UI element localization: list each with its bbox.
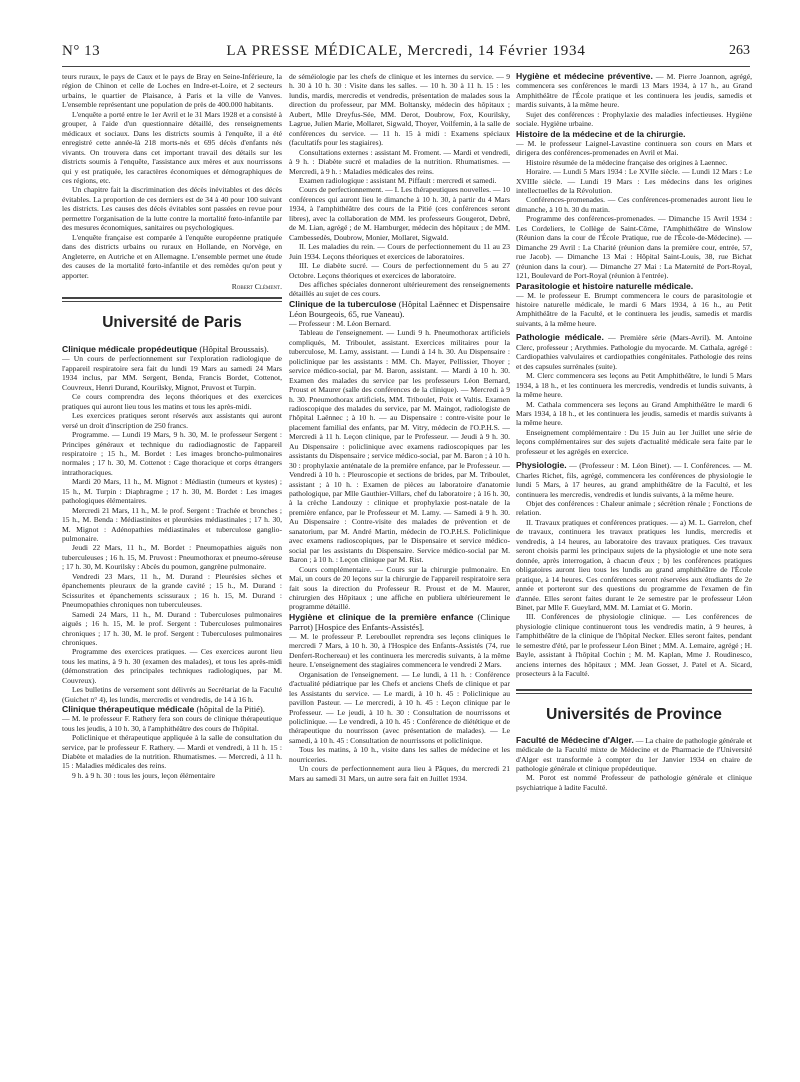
- paragraph: Cours complémentaire. — Cours sur la chirurgie pulmonaire. En Mai, un cours de 20 leçons sur la chirurgie de l'appareil respiratoire sera fait sous la direction du Professeur R. Proust et de M. Maurer, chirurgien des Hôpitaux ; une affiche en publiera ultérieurement le programme détaillé.: [289, 564, 510, 612]
- subsection-heading: Clinique médicale propédeutique (Hôpital Broussais).: [62, 344, 269, 355]
- paragraph: M. Cathala commencera ses leçons au Grand Amphithéâtre le mardi 6 Mars 1934, à 18 h., et les continuera les jeudis, samedis et mardis suivants à la même heure.: [516, 399, 752, 428]
- paragraph: Un chapitre fait la discrimination des décès inévitables et des décès évitables. La proportion de ces derniers est de 34 à 40 pour 100 suivant les districts. Les causes des décès évitables sont passées en revue pour permettre l'organisation de la lutte contre la mortalité fœto-infantile par des mesures économiques, sanitaires ou psychologiques.: [62, 185, 282, 233]
- paragraph: Tableau de l'enseignement. — Lundi 9 h. Pneumothorax artificiels compliqués, M. Triboulet, assistant. Exercices militaires pour la tuberculose, M. Lamy, assistant. — Lundi à 14 h. 30. Au Dispensaire : policlinique par les assistants : MM. Ch. Mayer, Pellissier, Thoyer ; service médico-social, par M. Baron, assistant. — Mardi à 10 h. 30. Examen des malades du service par les professeurs Léon Bernard, Proust et Maurer (salle des conférences de la clinique). — Mercredi à 9 h. 30. Pneumothorax artificiels, MM. Triboulet, Poix et Valtis. Examen radioscopique des malades du service, par M. Maingot, radiologiste de l'hôpital Laënnec ; à 10 h. — au Dispensaire : contre-visite pour le placement familial des enfants, par M. Vitry, médecin de l'O.P.H.S. — Mercredi à 11 h. Leçon clinique, par le Professeur. — Jeudi à 9 h. 30. Au Dispensaire : policlinique avec examens radioscopiques par les assistants du Dispensaire ; service médico-social, par M. Baron ; à 10 h. 30 : prophylaxie anténatale de la première enfance, par le Professeur. — Vendredi à 10 h. : Pleuroscopie et sections de brides, par M. Triboulet, assistant ; à 10 h. : Examen de pièces au laboratoire d'anatomie pathologique, par Mlle Gauthier-Villars, chef du laboratoire ; à 16 h. 30, à la crèche Landouzy : clinique et prophylaxie post-natale de la première enfance, par le Professeur et M. Lamy. — Samedi à 9 h. 30. Au Dispensaire : Contre-visite des malades de prévention et de sanatorium, par M. André Martin, médecin de l'O.P.H.S. Policlinique avec examens radioscopiques, par le Dispensaire et service médico-social par les assistants du Dispensaire. Service médico-social par M. Baron ; à 10 h. : Leçon clinique par M. Rist.: [289, 328, 510, 565]
- paragraph: L'enquête française est comparée à l'enquête européenne pratiquée dans des districts urbains ou ruraux en Hollande, en Norvège, en Angleterre, en Autriche et en Allemagne. L'ensemble permet une étude des causes de la mortalité fœto-infantile et des remèdes qu'on peut y apporter.: [62, 232, 282, 280]
- section-heading-university-paris: Université de Paris: [102, 314, 242, 332]
- subsection-heading: Clinique de la tuberculose (Hôpital Laënnec et Dispensaire Léon Bourgeois, 65, rue Vaneau).: [289, 298, 510, 319]
- issue-number: N° 13: [62, 43, 101, 59]
- paragraph: Mardi 20 Mars, 11 h., M. Mignot : Médiastin (tumeurs et kystes) ; 15 h., M. Turpin : Diaphragme ; 17 h. 30, M. Bordet : Les images pathologiques élémentaires.: [62, 477, 282, 506]
- header-rule: [62, 66, 750, 67]
- column-3: [516, 72, 752, 792]
- paragraph: II. Travaux pratiques et conférences pratiques. — a) M. L. Garrelon, chef de travaux, continuera les travaux pratiques les lundis, mercredis et vendredis, à 14 heures, au laboratoire des travaux pratiques. Ces travaux seront choisis parmi les principaux sujets de la physiologie et une note sera donnée, après interrogation, à chacun d'eux ; b) les conférences pratiques obligatoires auront lieu tous les lundis au grand amphithéâtre de l'École pratique, à 14 heures. Ces conférences seront réservées aux étudiants de 2e année et porteront sur des questions du programme de l'examen de fin d'année. Elles seront faites durant le 2e semestre par le professeur Léon Binet, par Mlle F. Gueylard, MM. M. Lamiat et G. Morin.: [516, 517, 752, 613]
- paragraph: Conférences-promenades. — Ces conférences-promenades auront lieu le dimanche, à 10 h. 30 du matin.: [516, 195, 752, 214]
- paragraph: Samedi 24 Mars, 11 h., M. Durand : Tuberculoses pulmonaires aiguës ; 16 h. 15, M. le prof. Sergent : Tuberculoses pulmonaires chroniques ; 17 h. 30, M. le prof. Sergent : Tuberculoses pulmonaires chroniques.: [62, 609, 282, 648]
- paragraph: Tous les matins, à 10 h., visite dans les salles de médecine et les nourriceries.: [289, 745, 510, 764]
- paragraph: Des affiches spéciales donneront ultérieurement des renseignements détaillés au sujet de ces cours.: [289, 279, 510, 299]
- paragraph: Sujet des conférences : Prophylaxie des maladies infectieuses. Hygiène sociale. Hygiène urbaine.: [516, 109, 752, 129]
- paragraph: Jeudi 22 Mars, 11 h., M. Bordet : Pneumopathies aiguës non tuberculeuses ; 16 h. 15, M. Pruvost : Pneumothorax et pneumo-séreuse ; 17 h. 30, M. Kourilsky : Abcès du poumon, gangrène pulmonaire.: [62, 543, 282, 572]
- paragraph: Physiologie. — (Professeur : M. Léon Binet). — I. Conférences. — M. Charles Richet, fils, agrégé, commencera les conférences de physiologie le lundi 5 Mars, à 17 heures, au grand amphithéâtre de la Faculté, et les continuera les mercredis, vendredis et lundis suivants, à la même heure.: [516, 460, 752, 499]
- paragraph: M. Porot est nommé Professeur de pathologie générale et clinique psychiatrique à ladite Faculté.: [516, 773, 752, 792]
- paragraph: Mercredi 21 Mars, 11 h., M. le prof. Sergent : Trachée et bronches ; 15 h., M. Benda : Médiastinites et pleurésies médiastinales ; 17 h. 30, M. Mignot : Adénopathies médiastinales et tuberculose ganglio-pulmonaire.: [62, 505, 282, 544]
- paragraph: teurs ruraux, le pays de Caux et le pays de Bray en Seine-Inférieure, la région de Chinon et celle de Loches en Indre-et-Loire, et 2 secteurs urbains, le quartier de Plaisance, à Paris et la ville de Vanves. L'ensemble représentant une population de près de 400.000 habitants.: [62, 72, 282, 110]
- paragraph: Faculté de Médecine d'Alger. — La chaire de pathologie générale et médicale de la Faculté mixte de Médecine et de Pharmacie de l'Université d'Alger est transformée à compter du 1er Janvier 1934 en chaire de pathologie générale et clinique propédeutique.: [516, 734, 752, 773]
- page-number: 263: [729, 43, 750, 58]
- subsection-heading: Clinique thérapeutique médicale (hôpital de la Pitié).: [62, 704, 265, 715]
- paragraph: Cours de perfectionnement. — I. Les thérapeutiques nouvelles. — 10 conférences qui auront lieu le dimanche à 10 h. 30, à partir du 4 Mars 1934, à l'amphithéâtre des cours de la Pitié (ces conférences seront libres), avec la collaboration de MM. les professeurs Gougerot, Debré, de M. Lian, agrégé ; de M. Hamburger, médecin des hôpitaux ; de MM. Cambessedès, Doubrow, Monier, Mollaret, Sigwald.: [289, 185, 510, 242]
- paragraph: — M. le professeur E. Brumpt commencera le cours de parasitologie et histoire naturelle médicale, le mardi 6 Mars 1934, à 16 h., au Petit Amphithéâtre de la Faculté, et le continuera les jeudis, samedis et mardis suivants, à la même heure.: [516, 290, 752, 328]
- subsection-heading: Histoire de la médecine et de la chirurgie.: [516, 128, 686, 139]
- paragraph: Examen radiologique : assistant M. Piffault : mercredi et samedi.: [299, 175, 497, 185]
- divider: [62, 301, 282, 302]
- page-header: [62, 43, 750, 65]
- paragraph: Hygiène et médecine préventive. — M. Pierre Joannon, agrégé, commencera ses conférences le mardi 13 Mars 1934, à 17 h., au Grand Amphithéâtre de l'École pratique et les continuera les jeudis, samedis et mardis suivants, à la même heure.: [516, 72, 752, 110]
- paragraph: — Un cours de perfectionnement sur l'exploration radiologique de l'appareil respiratoire sera fait du lundi 19 Mars au samedi 24 Mars 1934 inclus, par MM. Sergent, Benda, Francis Bordet, Cottenot, Couvreux, Henri Durand, Kourilsky, Mignot, Pruvost et Turpin.: [62, 354, 282, 392]
- paragraph: Ce cours comprendra des leçons théoriques et des exercices pratiques qui auront lieu tous les matins et tous les après-midi.: [62, 392, 282, 411]
- paragraph: Pathologie médicale. — Première série (Mars-Avril). M. Antoine Clerc, professeur ; Arythmies. Pathologie du myocarde. M. Cathala, agrégé : Cardiopathies valvulaires et cardiopathies congénitales. Pathologie des reins et des capsules surrénales (suite).: [516, 332, 752, 371]
- paragraph: Horaire. — Lundi 5 Mars 1934 : Le XVIIe siècle. — Lundi 12 Mars : Le XVIIIe siècle. — Lundi 19 Mars : Les médecins dans les origines intellectuelles de la Révolution.: [516, 167, 752, 195]
- signature: Robert Clément.: [231, 281, 282, 291]
- column-1: [62, 72, 282, 780]
- subsection-heading: Hygiène et clinique de la première enfance (Clinique Parrot) [Hospice des Enfants-Assistés].: [289, 611, 510, 632]
- journal-title: LA PRESSE MÉDICALE, Mercredi, 14 Février 1934: [226, 43, 586, 59]
- paragraph: Policlinique et thérapeutique appliquée à la salle de consultation du service, par le professeur F. Rathery. — Mardi et vendredi, à 11 h. 15 : Diabète et maladies de la nutrition. Rhumatismes. — Mercredi, à 11 h. 15 : Maladies médicales des reins.: [62, 733, 282, 771]
- paragraph: — Professeur : M. Léon Bernard.: [289, 318, 391, 328]
- paragraph: de séméiologie par les chefs de clinique et les internes du service. — 9 h. 30 à 10 h. 30 : Visite dans les salles. — 10 h. 30 à 11 h. 15 : les lundis, mardis, mercredis et vendredis, présentation de malades sous la direction du professeur, par MM. Boltansky, médecin des hôpitaux ; Aubert, Mlle Dreyfus-Sée, MM. Derot, Doubrow, Fox, Kourilsky, Lagrue, Julien Marie, Mollaret, Sigwald, Thoyer, Voilfemin, à la salle de conférences du service. — 11 h. 15 à midi : Examens spéciaux (facultatifs pour les stagiaires).: [289, 72, 510, 148]
- paragraph: Objet des conférences : Chaleur animale ; sécrétion rénale ; Fonctions de relation.: [516, 499, 752, 518]
- paragraph: — M. le professeur P. Lereboullet reprendra ses leçons cliniques le mercredi 7 Mars, à 10 h. 30, à l'Hospice des Enfants-Assistés (74, rue Denfert-Rochereau) et les continuera les mercredis suivants, à la même heure. L'enseignement des stagiaires commencera le vendredi 2 Mars.: [289, 631, 510, 670]
- column-2: [289, 72, 510, 783]
- paragraph: III. Conférences de physiologie clinique. — Les conférences de physiologie clinique continueront tous les vendredis matin, à 9 heures, à l'amphithéâtre de la clinique de l'hôpital Necker. Elles seront faites, pendant le semestre d'été, par le professeur Léon Binet ; MM. A. Lemaire, agrégé ; H. Bayle, assistant à l'hôpital Cochin ; M. M. Kaplan, Mme J. Roudinesco, anciens internes des hôpitaux ; MM. Jean Gosset, J. Patel et A. Sicard, prosecteurs à la Faculté.: [516, 612, 752, 679]
- paragraph: II. Les maladies du rein. — Cours de perfectionnement du 11 au 23 Juin 1934. Leçons théoriques et exercices de laboratoires.: [289, 242, 510, 261]
- paragraph: Un cours de perfectionnement aura lieu à Pâques, du mercredi 21 Mars au samedi 31 Mars, un autre sera fait en Juillet 1934.: [289, 764, 510, 783]
- paragraph: Programme des conférences-promenades. — Dimanche 15 Avril 1934 : Les Cordeliers, le Collège de Saint-Côme, l'Amphithéâtre de Winslow (Réunion dans la cour de l'École Pratique, rue de l'École-de-Médecine). — Dimanche 29 Avril : La Charité (réunion dans la première cour, entrée, 57, rue Jacob). — Dimanche 13 Mai : Hôpital Saint-Louis, 38, rue Bichat (réunion dans la cour). — Dimanche 27 Mai : La Maternité de Port-Royal, 121, Boulevard de Port-Royal (réunion à l'entrée).: [516, 214, 752, 281]
- paragraph: 9 h. à 9 h. 30 : tous les jours, leçon élémentaire: [72, 770, 215, 780]
- paragraph: Organisation de l'enseignement. — Le lundi, à 11 h. : Conférence d'actualité pédiatrique par les Chefs et anciens Chefs de clinique et par les Assistants du service. — Le mardi, à 10 h. 45 : Policlinique au pavillon Pasteur. — Le mercredi, à 10 h. 45 : Leçon clinique par le Professeur. — Le jeudi, à 10 h. 30 : Consultation de nourrissons et policlinique. — Le vendredi, à 10 h. 45 : Conférence de diététique et de thérapeutique du nourrisson (avec présentation de malades). — Le samedi, à 10 h. 45 : Consultation de nourrissons et policlinique.: [289, 669, 510, 745]
- paragraph: Programme des exercices pratiques. — Ces exercices auront lieu tous les matins, à 9 h. 30 (examen des malades), et tous les après-midi (démonstration des principales techniques radiologiques, par M. Couvreux).: [62, 647, 282, 685]
- subsection-heading: Parasitologie et histoire naturelle médicale.: [516, 280, 694, 291]
- paragraph: — M. le professeur F. Rathery fera son cours de clinique thérapeutique tous les jeudis, à 10 h. 30, à l'amphithéâtre des cours de l'hôpital.: [62, 714, 282, 733]
- paragraph: Programme. — Lundi 19 Mars, 9 h. 30, M. le professeur Sergent : Principes généraux et technique du radiodiagnostic de l'appareil respiratoire ; 15 h., M. Bordet : Les images broncho-pulmonaires normales ; 17 h. 30, M. Cottenot : Cage thoracique et corps étrangers intrathoraciques.: [62, 430, 282, 477]
- paragraph: — M. le professeur Laignel-Lavastine continuera son cours en Mars et dirigera des conférences-promenades en Avril et Mai.: [516, 138, 752, 158]
- divider: [516, 693, 752, 694]
- paragraph: Les bulletins de versement sont délivrés au Secrétariat de la Faculté (Guichet n° 4), les lundis, mercredis et vendredis, de 14 à 16 h.: [62, 685, 282, 704]
- divider: [516, 689, 752, 691]
- divider: [62, 297, 282, 299]
- section-heading-universites-province: Universités de Province: [546, 705, 722, 723]
- paragraph: III. Le diabète sucré. — Cours de perfectionnement du 5 au 27 Octobre. Leçons théoriques et exercices de laboratoire.: [289, 261, 510, 280]
- paragraph: Les exercices pratiques seront réservés aux assistants qui auront versé un droit d'inscription de 250 francs.: [62, 411, 282, 430]
- paragraph: M. Clerc commencera ses leçons au Petit Amphithéâtre, le lundi 5 Mars 1934, à 18 h., et les continuera les mercredis, vendredis et lundis suivants, à la même heure.: [516, 371, 752, 400]
- paragraph: Histoire résumée de la médecine française des origines à Laennec.: [526, 157, 728, 167]
- paragraph: Consultations externes : assistant M. Froment. — Mardi et vendredi, à 9 h. : Diabète sucré et maladies de la nutrition. Rhumatismes. — Mercredi, à 9 h. : Maladies médicales des reins.: [289, 147, 510, 176]
- paragraph: L'enquête a porté entre le 1er Avril et le 31 Mars 1928 et a consisté à grouper, à l'aide d'un questionnaire détaillé, des renseignements médicaux et sociaux. Dans les districts soumis à l'enquête, il a été enregistré cette année-là 218 morts-nés et 695 décès d'enfants nés vivants. On trouvera dans cet important travail des détails sur les districts soumis à l'enquête, l'assistance aux mères et aux nourrissons qui y est pratiquée, les caractères économiques et démographiques de ces régions, etc.: [62, 109, 282, 185]
- paragraph: Vendredi 23 Mars, 11 h., M. Durand : Pleurésies sèches et épanchements pleuraux de la grande cavité ; 15 h., M. Durand : Scissurites et épanchements scissuraux ; 16 h. 15, M. Durand : Pneumopathies chroniques non tuberculeuses.: [62, 571, 282, 610]
- paragraph: Enseignement complémentaire : Du 15 Juin au 1er Juillet une série de leçons complémentaires sur des sujets d'actualité médicale sera faite par le professeur et les agrégés en exercice.: [516, 427, 752, 456]
